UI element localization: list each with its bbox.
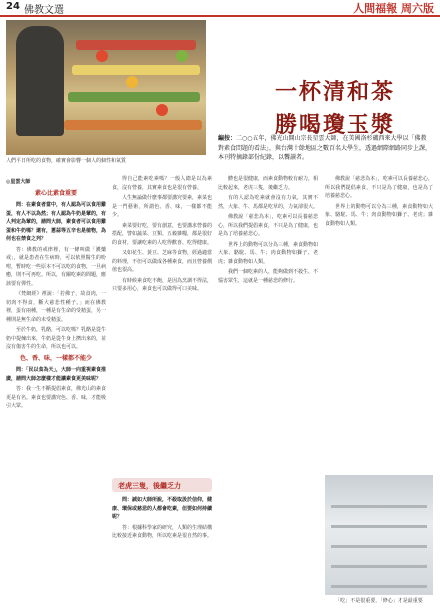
paragraph: 素菜要好吃，要有創意，也要講求營養的搭配，譬如蔬菜、豆類、五穀雜糧，都是很好的食材，要讓吃素的人吃得歡喜、吃得健康。: [112, 222, 213, 246]
page-number: 24: [6, 1, 20, 12]
answer-3: 答：根據科學家的研究，人類的生理結構比較接近素食動物，所以吃素是很自然的事。: [112, 524, 213, 539]
photo-caption: 人們平日所吃的食物，確實會影響一個人的個性和氣質: [6, 158, 127, 164]
title-line-2: 勝喝瓊玉漿: [274, 112, 395, 138]
vendor-figure: [16, 26, 64, 136]
byline: ◎星雲大師: [6, 179, 31, 185]
food-tray: [72, 65, 200, 75]
fruit: [126, 76, 138, 88]
fruit: [96, 50, 108, 62]
paragraph: 世界上的動物可以分為三種，素食動物如大象、駱駝、馬、牛；肉食動物如獅子、老虎；雜食動物如人類。: [325, 203, 433, 227]
paragraph: 佛教說「慈悲為本」，吃素可以長養慈悲心，所以我們提倡素食，不只是為了健康，也是為了培養慈悲心。: [218, 214, 319, 237]
table-row: [331, 505, 427, 508]
newspaper-masthead: 人間福報 周六版: [353, 2, 434, 15]
answer-1-cont: 《梵網經》裡說：「若佛子，故食肉，一切肉不得食，斷大慈悲性種子。」而在佛教裡，蛋有兩種，一種是有生命的受精蛋，另一種則是無生命的未受精蛋。: [6, 291, 107, 323]
article-title: [240, 75, 430, 139]
paragraph: 有時候素食吃不飽，是因為烹調不得法，只要多用心，素食也可以做得可口美味。: [112, 277, 213, 292]
paragraph: 佛教說「慈悲為本」，吃素可以長養慈悲心，所以我們提倡素食，不只是為了健康，也是為了培養慈悲心。: [325, 176, 433, 199]
table-row: [331, 525, 427, 528]
subheading-1: 素心比素食重要: [34, 189, 77, 197]
answer-2: 答：我一生不斷提倡素食，佛光山的素食更是有名。素食也要講究色、香、味，才能吸引大眾。: [6, 386, 107, 409]
editor-note: [218, 134, 432, 163]
paragraph: 體也是很健康，而素食動物較有耐力，相比較起來，老虎三隻，後繼乏力。: [218, 176, 319, 191]
dining-hall-photo: [325, 475, 433, 595]
table-row: [331, 545, 427, 548]
paragraph: 得自己能素吃素嗎？一般人總是以為素食，沒有營養，其實素食也是很有營養。: [112, 176, 212, 191]
food-tray: [64, 120, 202, 130]
market-food-photo: [6, 20, 206, 155]
editor-note-text: 二○○五年，佛光山開山宗長星雲大師，在美國洛杉磯西來大學以「佛教對素食問題的看法」，與台灣十餘地區之數百名大學生，透過網際網路同步上課，本刊特摘錄部份紀錄，以饗讀者。: [218, 135, 432, 161]
table-row: [331, 565, 427, 568]
question-1: 問：在素食者當中，有人認為可以食用雞蛋，有人不以為然；有人認為牛奶是葷的，有人判定為葷的，請問大師，素食者可以食用雞蛋和牛奶嗎？還有，蔥蒜等五辛也是植物，為何也在禁食之列？: [6, 202, 107, 242]
page-header: [0, 0, 440, 17]
column-2-bottom: [112, 496, 212, 543]
food-tray: [76, 40, 196, 50]
answer-1: 答：佛教的戒律裡，有一條叫做「護藥戒」，就是患者在生病時，可以依照醫生的吩咐，暫時吃一些原本不可以吃的食物，一旦病癒，則不可再吃。所以，有關吃素的問題，應該要有彈性。: [6, 246, 107, 287]
subheading-2: 色、香、味，一樣都不能少: [19, 354, 92, 362]
fruit: [176, 50, 188, 62]
table-row: [331, 585, 427, 588]
paragraph: 人生無論做什麼事都要講究要素，素菜也是一門藝術，所謂色、香、味，一樣都不能少。: [112, 195, 213, 218]
column-3: [218, 175, 318, 287]
food-tray: [68, 92, 200, 102]
paragraph: 我們一個吃素的人，能夠做到不殺生、不惱害眾生，這就是一種慈悲的修行。: [218, 269, 319, 284]
column-4: [325, 175, 433, 230]
subheading-3: 老虎三隻，後繼乏力: [118, 482, 181, 490]
question-3: 問：誠如大師所說，不殺取汲於信仰，健康、環保或慈悲的人都會吃素，但要如何持續呢？: [112, 497, 213, 520]
title-line-1: 一杯清和茶: [274, 79, 395, 105]
paragraph: 有的人認為吃素就會沒有力氣，其實不然，大象、牛、馬都是吃草的，力氣卻很大。: [218, 195, 319, 210]
fruit: [156, 104, 168, 116]
editor-note-label: 編按：: [218, 135, 237, 142]
photo-caption-2: 「吃」不是很重要，「修心」才是最重要: [335, 598, 423, 604]
column-2: [112, 175, 212, 296]
answer-1-cont: 至於牛奶，乳酪，可以吃嗎？乳酪是從牛奶中提煉出來，牛奶是從牛身上擠出來的，並沒有傷害牛的生命，所以也可以。: [6, 327, 107, 350]
paragraph: 世界上的動物可以分為三種，素食動物如大象、駱駝、馬、牛；肉食動物如獅子、老虎；雜食動物如人類。: [218, 241, 319, 265]
question-2: 問：「民以食為天」，大師一向重視素食推廣，請問大師怎麼樣才能讓素食更美味呢？: [6, 367, 107, 382]
paragraph: 又如花生、黃豆、芝麻等食物，經過適當的料理，不但可以做成各種素食，而且營養價值也很高。: [112, 250, 213, 273]
column-1: [6, 175, 106, 413]
section-name: 佛教文選: [24, 5, 64, 16]
